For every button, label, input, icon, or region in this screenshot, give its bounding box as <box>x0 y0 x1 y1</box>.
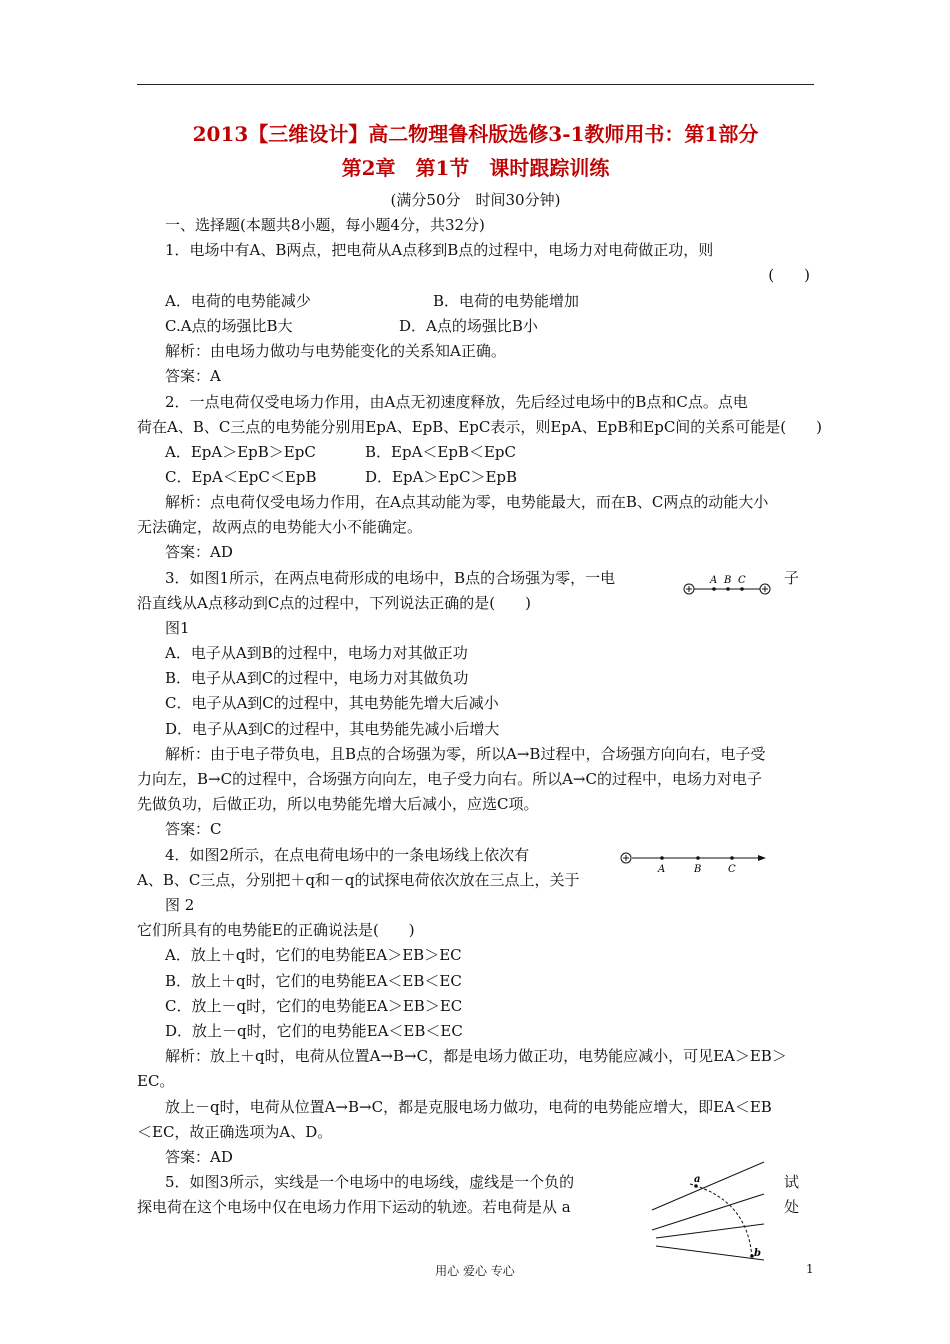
q4-analysis-3: 放上－q时，电荷从位置A→B→C，都是克服电场力做功，电荷的电势能应增大，即EA＜EB <box>165 1098 772 1116</box>
q1-option-a: A．电荷的电势能减少 <box>165 292 311 310</box>
q2-analysis-1: 解析：点电荷仅受电场力作用，在A点其动能为零，电势能最大，而在B、C两点的动能大小 <box>165 493 769 511</box>
q4-analysis-2: EC。 <box>137 1072 175 1090</box>
q1-option-c: C.A点的场强比B大 <box>165 317 293 335</box>
q4-fig-label-b: B <box>694 864 702 875</box>
q3-fig-caption: 图1 <box>165 619 190 637</box>
q1-options-row1 <box>137 290 842 312</box>
q4-option-b: B．放上＋q时，它们的电势能EA＜EB＜EC <box>165 972 462 990</box>
q3-option-b: B．电子从A到C的过程中，电场力对其做负功 <box>165 669 469 687</box>
q4-analysis-4: ＜EC，故正确选项为A、D。 <box>137 1123 333 1141</box>
q5-stem-1-tail: 试 <box>784 1173 800 1191</box>
doc-title-line1: 2013【三维设计】高二物理鲁科版选修3-1教师用书：第1部分 <box>192 122 759 146</box>
section-heading: 一、选择题(本题共8小题，每小题4分，共32分) <box>165 216 485 234</box>
q4-option-a: A．放上＋q时，它们的电势能EA＞EB＞EC <box>165 946 462 964</box>
q4-fig-label-c: C <box>728 864 736 875</box>
q4-option-c: C．放上－q时，它们的电势能EA＞EB＞EC <box>165 997 463 1015</box>
q5-stem-2-tail: 处 <box>784 1198 800 1216</box>
q5-fig-label-a: a <box>694 1174 701 1185</box>
q3-fig-label-c: C <box>738 575 746 586</box>
q3-answer: 答案：C <box>165 820 222 838</box>
q2-option-d: D．EpA＞EpC＞EpB <box>365 468 518 486</box>
q2-options-row2 <box>137 466 842 488</box>
q3-stem-2: 沿直线从A点移动到C点的过程中，下列说法正确的是( ) <box>137 594 532 612</box>
q2-options-row1 <box>137 441 842 463</box>
q3-stem-1: 3．如图1所示，在两点电荷形成的电场中，B点的合场强为零，一电 <box>165 569 616 587</box>
q1-option-b: B．电荷的电势能增加 <box>433 292 580 310</box>
q5-fig-label-b: b <box>754 1248 761 1259</box>
q2-analysis-2: 无法确定，故两点的电势能大小不能确定。 <box>137 518 423 536</box>
q1-options-row2 <box>137 315 842 337</box>
q4-stem-1: 4．如图2所示，在点电荷电场中的一条电场线上依次有 <box>165 846 530 864</box>
q1-paren: ( ) <box>768 266 810 284</box>
q4-analysis-1: 解析：放上＋q时，电荷从位置A→B→C，都是电场力做正功，电势能应减小，可见EA＞EB＞ <box>165 1047 787 1065</box>
q1-analysis: 解析：由电场力做功与电势能变化的关系知A正确。 <box>165 342 506 360</box>
q2-option-a: A．EpA＞EpB＞EpC <box>165 443 316 461</box>
header-rule <box>137 84 814 85</box>
q5-figure-3 <box>648 1160 770 1264</box>
q4-stem-3: 它们所具有的电势能E的正确说法是( ) <box>137 921 415 939</box>
q2-stem-2: 荷在A、B、C三点的电势能分别用EpA、EpB、EpC表示，则EpA、EpB和EpC间的关系可能是( ) <box>137 418 823 436</box>
q3-option-d: D．电子从A到C的过程中，其电势能先减小后增大 <box>165 720 500 738</box>
q4-answer: 答案：AD <box>165 1148 233 1166</box>
q5-stem-1: 5．如图3所示，实线是一个电场中的电场线，虚线是一个负的 <box>165 1173 575 1191</box>
q2-option-c: C．EpA＜EpC＜EpB <box>165 468 317 486</box>
q3-analysis-3: 先做负功，后做正功，所以电势能先增大后减小，应选C项。 <box>137 795 539 813</box>
q3-stem-1-tail: 子 <box>784 569 800 587</box>
doc-title-line2: 第2章 第1节 课时跟踪训练 <box>341 156 610 180</box>
q2-option-b: B．EpA＜EpB＜EpC <box>365 443 517 461</box>
q3-fig-label-a: A <box>710 575 718 586</box>
doc-meta: (满分50分 时间30分钟) <box>390 191 561 209</box>
q3-analysis-1: 解析：由于电子带负电，且B点的合场强为零，所以A→B过程中，合场强方向向右，电子受 <box>165 745 766 763</box>
q1-answer: 答案：A <box>165 367 221 385</box>
q4-stem-2: A、B、C三点，分别把＋q和－q的试探电荷依次放在三点上，关于 <box>137 871 580 889</box>
page-footer: 用心 爱心 专心 <box>435 1264 515 1278</box>
q1-stem: 1．电场中有A、B两点，把电荷从A点移到B点的过程中，电场力对电荷做正功，则 <box>165 241 714 259</box>
q2-stem-1: 2．一点电荷仅受电场力作用，由A点无初速度释放，先后经过电场中的B点和C点。点电 <box>165 393 748 411</box>
q3-analysis-2: 力向左，B→C的过程中，合场强方向向左，电子受力向右。所以A→C的过程中，电场力对电子 <box>137 770 762 788</box>
q5-stem-2: 探电荷在这个电场中仅在电场力作用下运动的轨迹。若电荷是从 a <box>137 1198 571 1216</box>
q3-option-c: C．电子从A到C的过程中，其电势能先增大后减小 <box>165 694 499 712</box>
q3-fig-label-b: B <box>724 575 732 586</box>
q1-option-d: D．A点的场强比B小 <box>399 317 538 335</box>
page-number: 1 <box>806 1262 814 1276</box>
q4-fig-caption: 图 2 <box>165 896 195 914</box>
q4-fig-label-a: A <box>658 864 666 875</box>
q3-option-a: A．电子从A到B的过程中，电场力对其做正功 <box>165 644 468 662</box>
q2-answer: 答案：AD <box>165 543 233 561</box>
q4-option-d: D．放上－q时，它们的电势能EA＜EB＜EC <box>165 1022 463 1040</box>
